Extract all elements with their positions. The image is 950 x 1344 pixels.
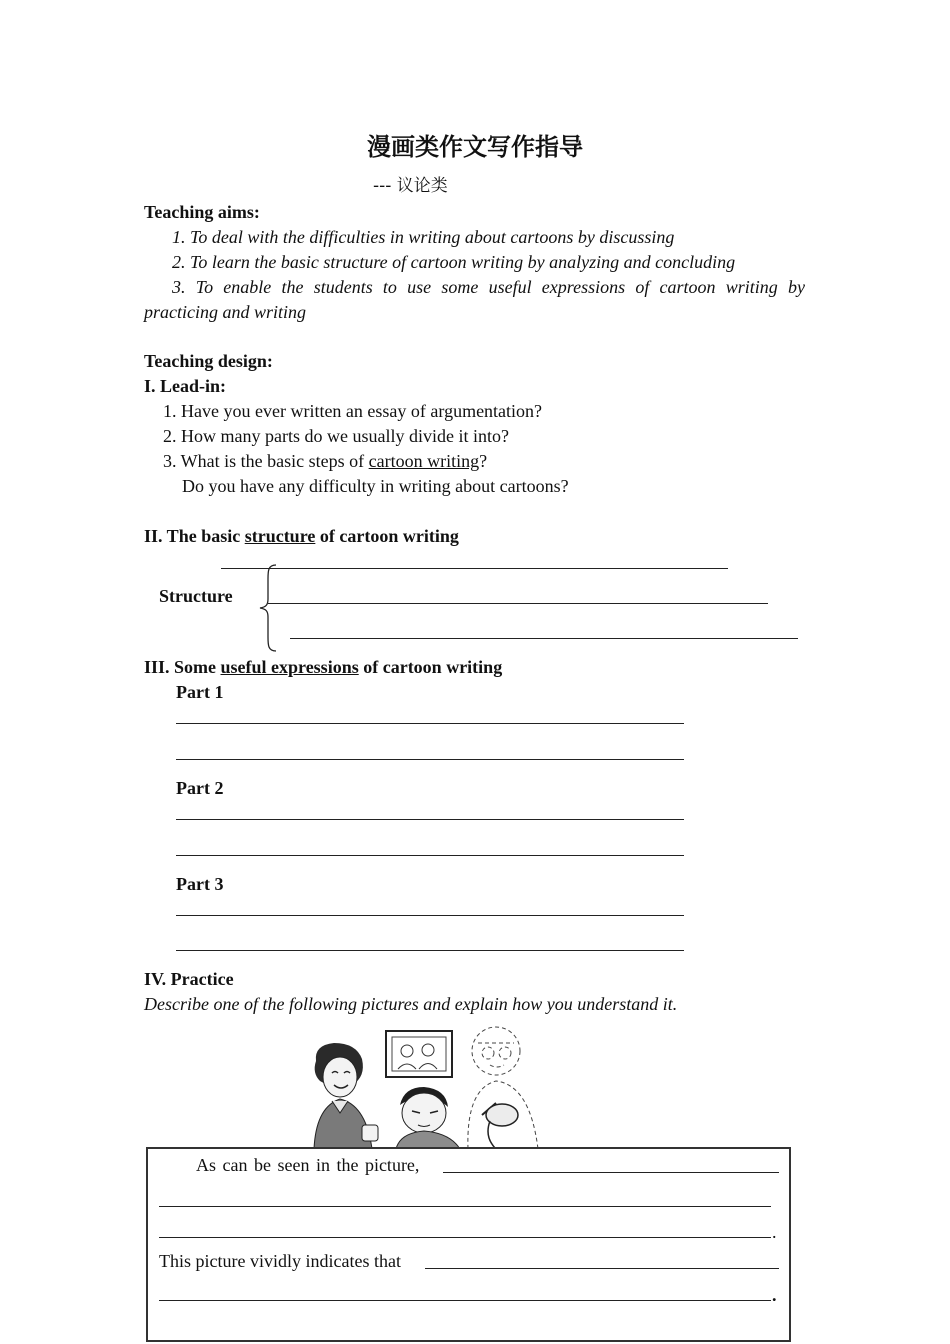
section2-heading [144,526,459,547]
leadin-q1: 1. Have you ever written an essay of argumentation? [163,401,543,421]
leadin-q3-post: ? [479,451,488,471]
aim-item-3 [144,277,805,298]
leadin-q4: Do you have any difficulty in writing about cartoons? [182,476,569,496]
box-blank-4[interactable] [425,1268,779,1269]
aims-heading: Teaching aims: [144,202,260,222]
section3-heading [144,657,502,678]
box-line4-prompt: This picture vividly indicates that [159,1251,401,1271]
section2-heading-post: of cartoon writing [315,526,459,546]
structure-blank-3 [290,638,798,639]
box-line3-period: . [772,1222,777,1242]
leadin-q2: 2. How many parts do we usually divide it into? [163,426,509,446]
structure-blank-1 [221,568,728,569]
part3-blank-2 [176,950,684,951]
box-line5-period: . [772,1285,777,1305]
section2-heading-pre: II. The basic [144,526,245,546]
answer-box [146,1147,791,1342]
box-blank-3[interactable] [159,1237,771,1238]
aim-item-3-cont: practicing and writing [144,302,306,322]
section3-heading-pre: III. Some [144,657,221,677]
section2-heading-key: structure [244,526,316,546]
leadin-q3 [163,451,487,472]
page-subtitle: --- 议论类 [373,176,448,196]
part2-blank-1 [176,819,684,820]
cartoon-illustration [300,1025,590,1149]
page-title: 漫画类作文写作指导 [367,133,583,161]
section4-heading: IV. Practice [144,969,234,989]
section3-heading-key: useful expressions [220,657,359,677]
practice-instruction: Describe one of the following pictures and explain how you understand it. [144,994,678,1014]
aim-item-1: 1. To deal with the difficulties in writing about cartoons by discussing [172,227,675,247]
aim-item-3-text: 3. To enable the students to use some useful expressions of cartoon writing by [172,277,805,297]
part2-label: Part 2 [176,778,224,798]
box-blank-1[interactable] [443,1172,779,1173]
box-line1-prompt: As can be seen in the picture, [196,1155,420,1175]
box-blank-5[interactable] [159,1300,771,1301]
leadin-q3-pre: 3. What is the basic steps of [163,451,369,471]
curly-brace-icon [258,563,280,653]
part1-label: Part 1 [176,682,224,702]
part2-blank-2 [176,855,684,856]
structure-label: Structure [159,586,233,606]
part3-label: Part 3 [176,874,224,894]
structure-blank-2 [268,603,768,604]
part3-blank-1 [176,915,684,916]
aim-item-2: 2. To learn the basic structure of cartoon writing by analyzing and concluding [172,252,736,272]
leadin-q3-underlined: cartoon writing [368,451,480,471]
box-blank-2[interactable] [159,1206,771,1207]
part1-blank-2 [176,759,684,760]
part1-blank-1 [176,723,684,724]
section3-heading-post: of cartoon writing [358,657,503,677]
design-heading: Teaching design: [144,351,273,371]
leadin-heading: I. Lead-in: [144,376,227,396]
